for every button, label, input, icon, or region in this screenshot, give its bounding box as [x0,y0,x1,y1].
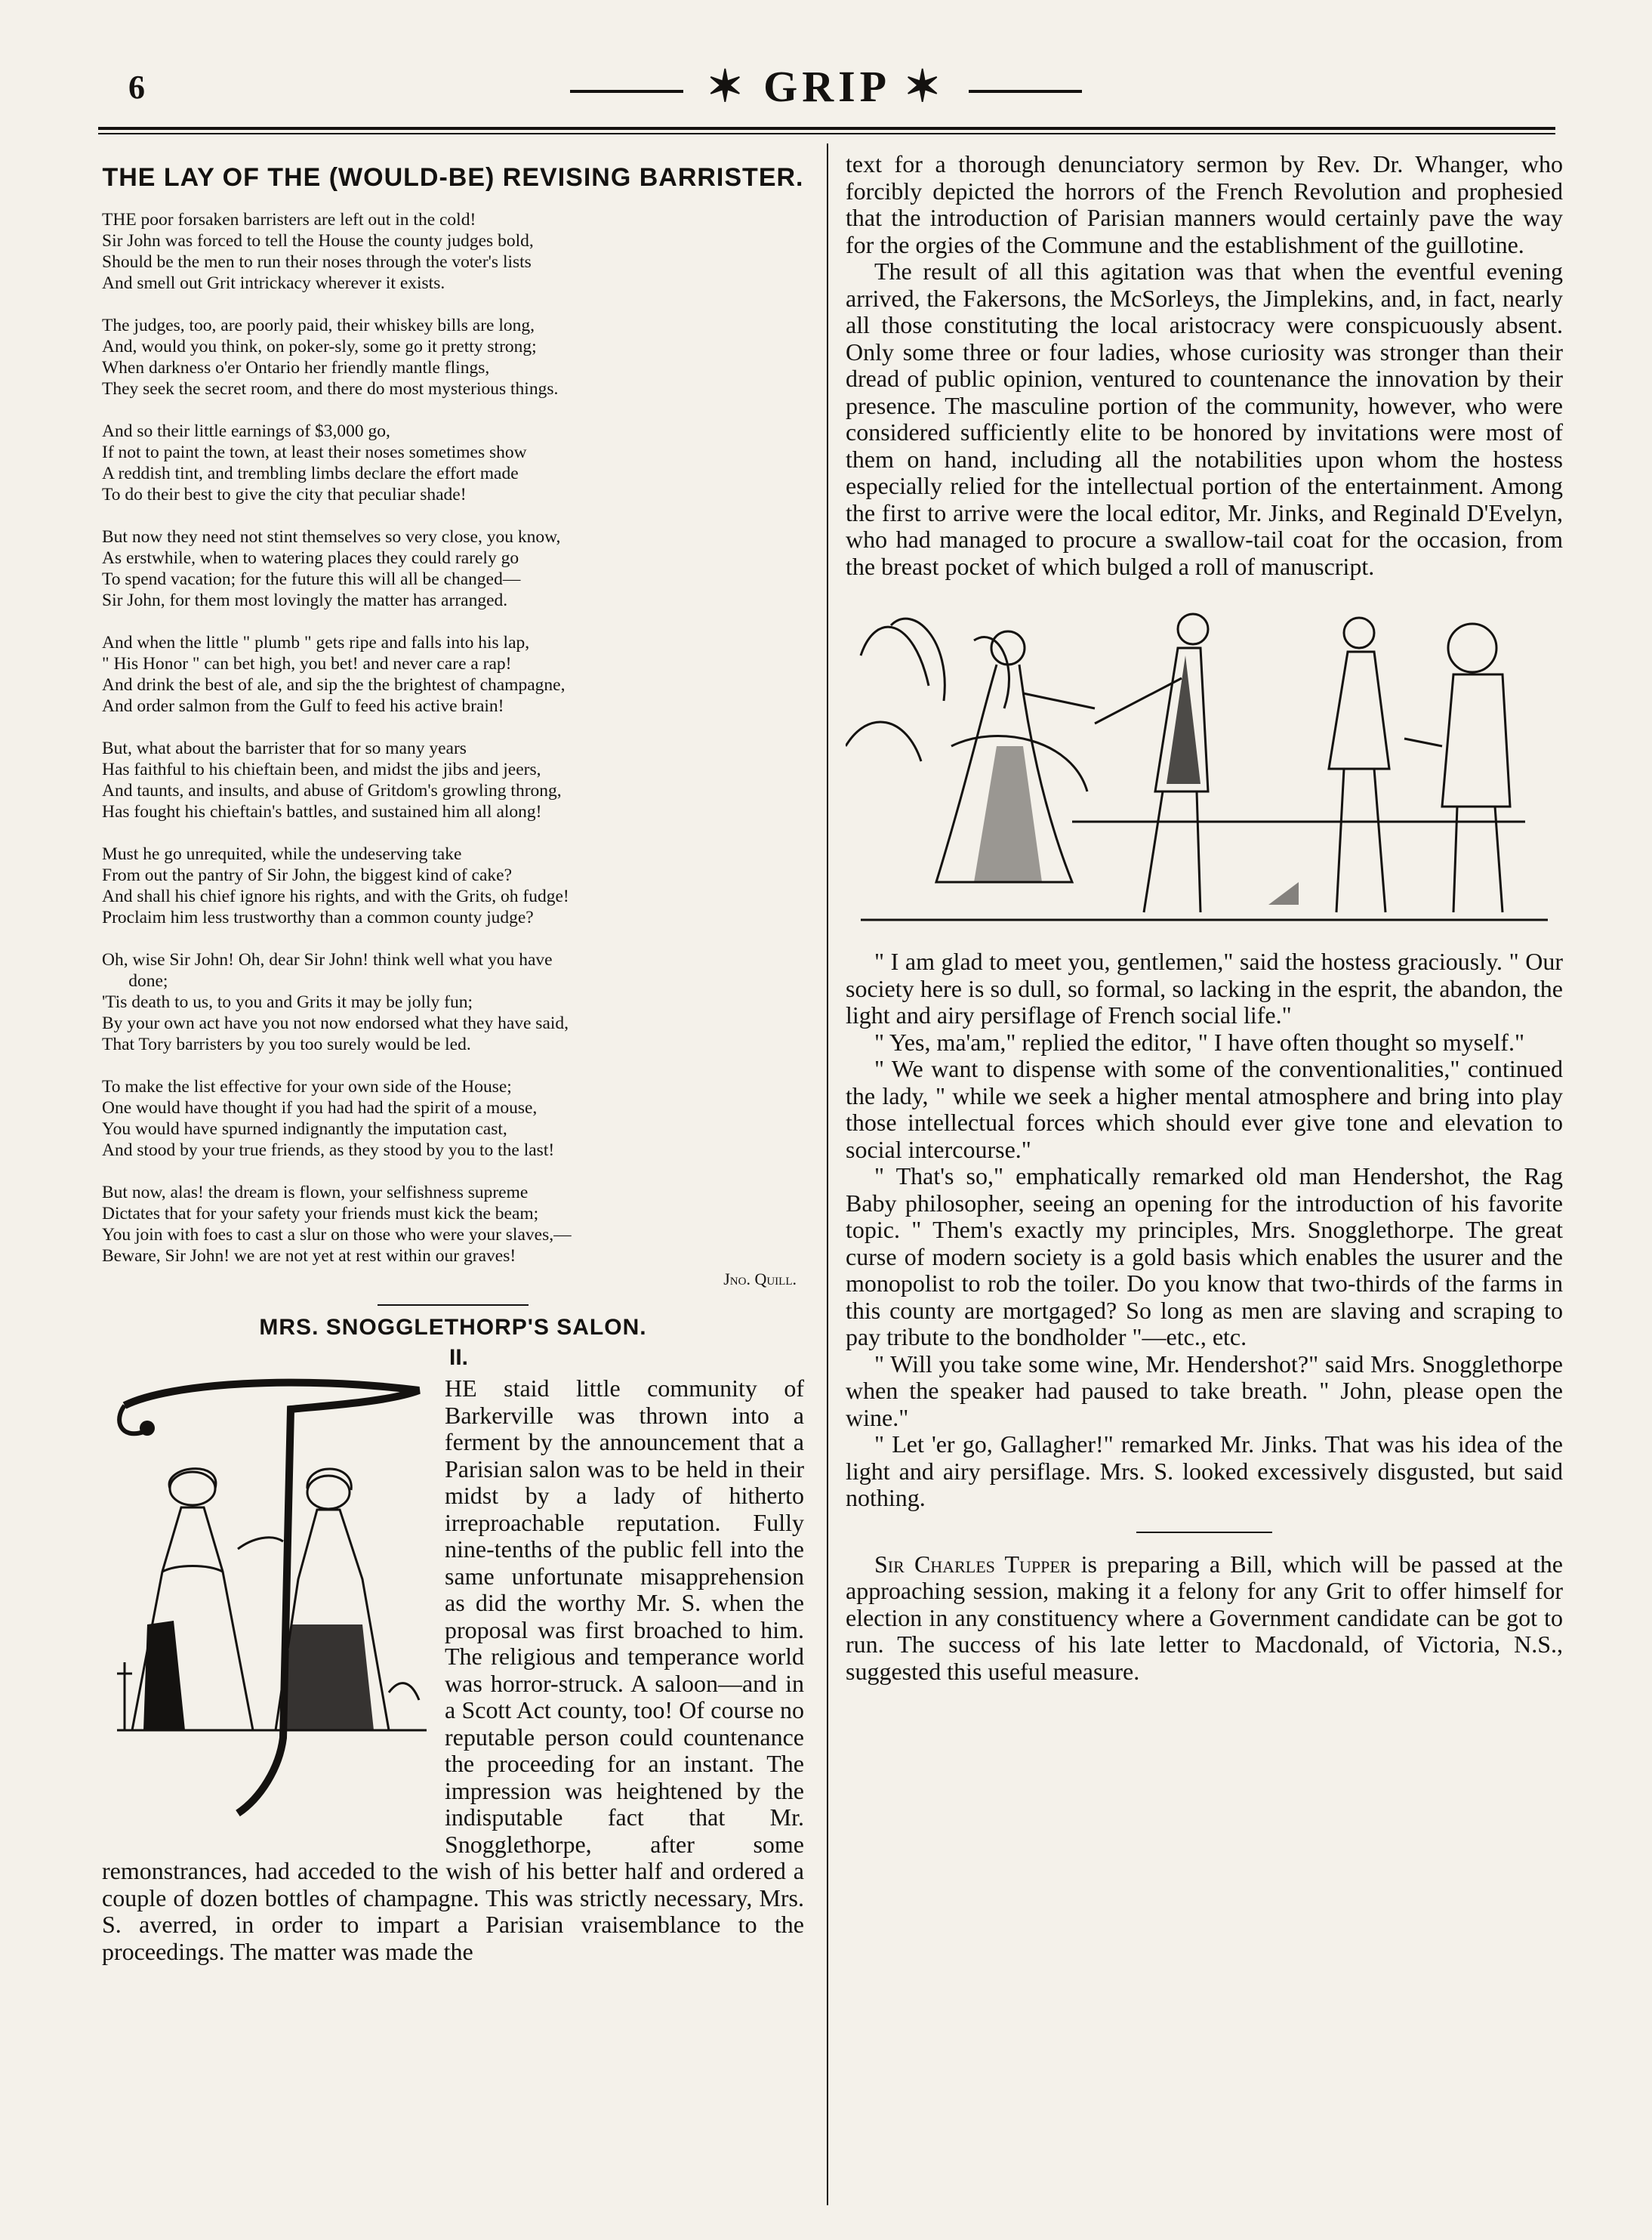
salon-title: MRS. SNOGGLETHORP'S SALON. [259,1315,647,1340]
poem-line: 'Tis death to us, to you and Grits it may be jolly fun; [102,992,473,1012]
dialogue-paragraph: " We want to dispense with some of the conventionalities," continued the lady, " while we seek a higher mental atmosphere and bring into play those intellectual forces which should ever give tone and elevation to social intercourse." [846,1055,1563,1163]
ornament-star-left: ✶ [706,62,748,111]
poem-stanza [102,738,804,822]
poem-line: One would have thought if you had had the spirit of a mouse, [102,1098,538,1118]
tupper-lead: Sir Charles Tupper [874,1550,1071,1578]
dialogue-paragraph: " Let 'er go, Gallagher!" remarked Mr. Jinks. That was his idea of the light and airy persiflage. Mrs. S. looked excessively disgusted, but said nothing. [846,1430,1563,1511]
right-column [846,151,1563,1685]
poem-line: You join with foes to cast a slur on those who were your slaves,— [102,1225,572,1245]
poem-line: That Tory barristers by you too surely would be led. [102,1035,471,1054]
salon-illustration [846,595,1563,935]
poem-line: And taunts, and insults, and abuse of Gritdom's growling throng, [102,781,562,801]
initial-letter-illustration [102,1375,434,1828]
salon-dialogue [846,949,1563,1512]
poem-line: And, would you think, on poker-sly, some go it pretty strong; [102,337,537,356]
page-header [0,0,1652,151]
salon-intro-text: HE staid little community of Barkerville was thrown into a ferment by the announcement that a Parisian salon was to be held in their midst by a lady of hitherto irreproachable reputation. Fully nine-tenths of the public fell into the same unfortunate misapprehension as did the worthy Mr. S. when the proposal was first broached to him. The religious and temperance world was horror-struck. A saloon—and in a Scott Act county, too! Of course no reputable person could countenance the proceeding for an instant. The impression was heightened by the indisputable fact that Mr. Snogglethorpe, after some remonstrances, had acceded to the wish of his better half and ordered a couple of dozen bottles of champagne. This was strictly necessary, Mrs. S. averred, in order to impart a Parisian vraisemblance to the proceedings. The matter was made the [102,1375,804,1965]
poem-signature: Jno. Quill. [723,1270,797,1288]
dialogue-paragraph: " That's so," emphatically remarked old man Hendershot, the Rag Baby philosopher, seeing an opening for the introduction of his favorite topic. " Them's exactly my principles, Mrs. Snogglethorpe. The great curse of modern society is a gold basis which enables the usurer and the monopolist to rob the toiler. Do you know that two-thirds of the farms in this county are mortgaged? So long as men are slaving and scraping to pay tribute to the bondholder "—etc., etc. [846,1162,1563,1350]
poem-line: They seek the secret room, and there do most mysterious things. [102,379,559,399]
poem-stanza [102,1182,804,1267]
section-rule [378,1304,529,1306]
poem-line: To make the list effective for your own side of the House; [102,1077,512,1097]
masthead-title: GRIP [763,62,889,111]
poem-line: Proclaim him less trustworthy than a common county judge? [102,908,534,927]
dialogue-paragraph: " I am glad to meet you, gentlemen," said the hostess graciously. " Our society here is so dull, so formal, so lacking in the esprit, the abandon, the light and airy persiflage of French social life." [846,948,1563,1029]
poem-line: The judges, too, are poorly paid, their whiskey bills are long, [102,316,535,335]
salon-intro [102,1375,804,1965]
page-number: 6 [128,69,145,106]
salon-paragraph: text for a thorough denunciatory sermon by Rev. Dr. Whanger, who forcibly depicted the horrors of the French Revolution and prophesied that the introduction of Parisian manners would certainly pave the way for the orgies of the Commune and the establishment of the guillotine. [846,150,1563,258]
poem-stanza [102,209,804,294]
poem-line: Dictates that for your safety your friends must kick the beam; [102,1204,539,1223]
poem-line: Has fought his chieftain's battles, and sustained him all along! [102,802,542,822]
poem-line: Should be the men to run their noses through the voter's lists [102,252,532,272]
poem-body [102,209,804,1267]
poem-line: And when the little " plumb " gets ripe and falls into his lap, [102,633,530,653]
salon-part-number: II. [449,1345,469,1370]
poem-stanza [102,526,804,611]
poem-line: A reddish tint, and trembling limbs declare the effort made [102,464,519,483]
masthead-rule-right [969,90,1082,93]
poem-line: done; [102,971,168,991]
section-rule [1136,1532,1272,1533]
poem-line: You would have spurned indignantly the imputation cast, [102,1119,507,1139]
header-rule [98,127,1555,130]
tupper-text: is preparing a Bill, which will be passed at the approaching session, making it a felony for any Grit to offer himself for election in any constituency where a Government candidate can be got to run. The success of his late letter to Macdonald, of Victoria, N.S., suggested this useful measure. [846,1550,1563,1685]
poem-line: But now they need not stint themselves so very close, you know, [102,527,561,547]
poem-stanza [102,844,804,928]
poem-line: Oh, wise Sir John! Oh, dear Sir John! think well what you have [102,950,553,970]
poem-line: And stood by your true friends, as they stood by you to the last! [102,1140,555,1160]
poem-line: To do their best to give the city that peculiar shade! [102,485,467,504]
dialogue-paragraph: " Yes, ma'am," replied the editor, " I have often thought so myself." [874,1028,1525,1056]
poem-line: But now, alas! the dream is flown, your selfishness supreme [102,1183,529,1202]
poem-line: And order salmon from the Gulf to feed his active brain! [102,696,504,716]
poem-stanza [102,421,804,505]
poem-stanza [102,1076,804,1161]
poem-line: If not to paint the town, at least their noses sometimes show [102,443,527,462]
poem-line: To spend vacation; for the future this will all be changed— [102,569,521,589]
poem-line: But, what about the barrister that for so many years [102,739,467,758]
poem-line: Sir John, for them most lovingly the matter has arranged. [102,591,508,610]
poem-line: And shall his chief ignore his rights, and with the Grits, oh fudge! [102,887,569,906]
poem-line: And smell out Grit intrickacy wherever it exists. [102,273,445,293]
poem-stanza [102,632,804,717]
poem-stanza [102,315,804,400]
poem-line: When darkness o'er Ontario her friendly mantle flings, [102,358,490,378]
ornament-star-right: ✶ [904,62,946,111]
masthead-rule-left [570,90,683,93]
poem-line: And drink the best of ale, and sip the the brightest of champagne, [102,675,566,695]
salon-paragraph: The result of all this agitation was that when the eventful evening arrived, the Fakersons, the McSorleys, the Jimplekins, and, in fact, nearly all those constituting the local aristocracy were conspicuously absent. Only some three or four ladies, whose curiosity was stronger than their dread of public opinion, ventured to countenance the innovation by their presence. The masculine portion of the community, however, who were considered sufficiently elite to be honored by invitations were most of them on hand, including all the notabilities upon whom the hostess especially relied for the intellectual portion of the entertainment. Among the first to arrive were the local editor, Mr. Jinks, and Reginald D'Evelyn, who had managed to procure a swallow-tail coat for the occasion, from the breast pocket of which bulged a roll of manuscript. [846,258,1563,580]
poem-line: From out the pantry of Sir John, the biggest kind of cake? [102,865,513,885]
poem-line: Sir John was forced to tell the House the county judges bold, [102,231,534,251]
poem-title: THE LAY OF THE (WOULD-BE) REVISING BARRISTER. [102,163,804,192]
header-rule-thin [98,133,1555,134]
poem-stanza [102,949,804,1055]
tupper-item [846,1551,1563,1686]
poem-line: Beware, Sir John! we are not yet at rest within our graves! [102,1246,516,1266]
poem-line: By your own act have you not now endorsed what they have said, [102,1014,569,1033]
column-divider [827,143,828,2205]
poem-line: Has faithful to his chieftain been, and midst the jibs and jeers, [102,760,541,779]
poem-line: Must he go unrequited, while the undeserving take [102,844,462,864]
left-column [102,162,804,1965]
poem-line: And so their little earnings of $3,000 go, [102,421,390,441]
poem-line: " His Honor " can bet high, you bet! and never care a rap! [102,654,512,674]
dialogue-paragraph: " Will you take some wine, Mr. Hendershot?" said Mrs. Snogglethorpe when the speaker had paused to take breath. " John, please open the wine." [846,1350,1563,1431]
poem-line: THE poor forsaken barristers are left out in the cold! [102,210,476,230]
masthead [0,60,1652,112]
poem-line: As erstwhile, when to watering places they could rarely go [102,548,519,568]
